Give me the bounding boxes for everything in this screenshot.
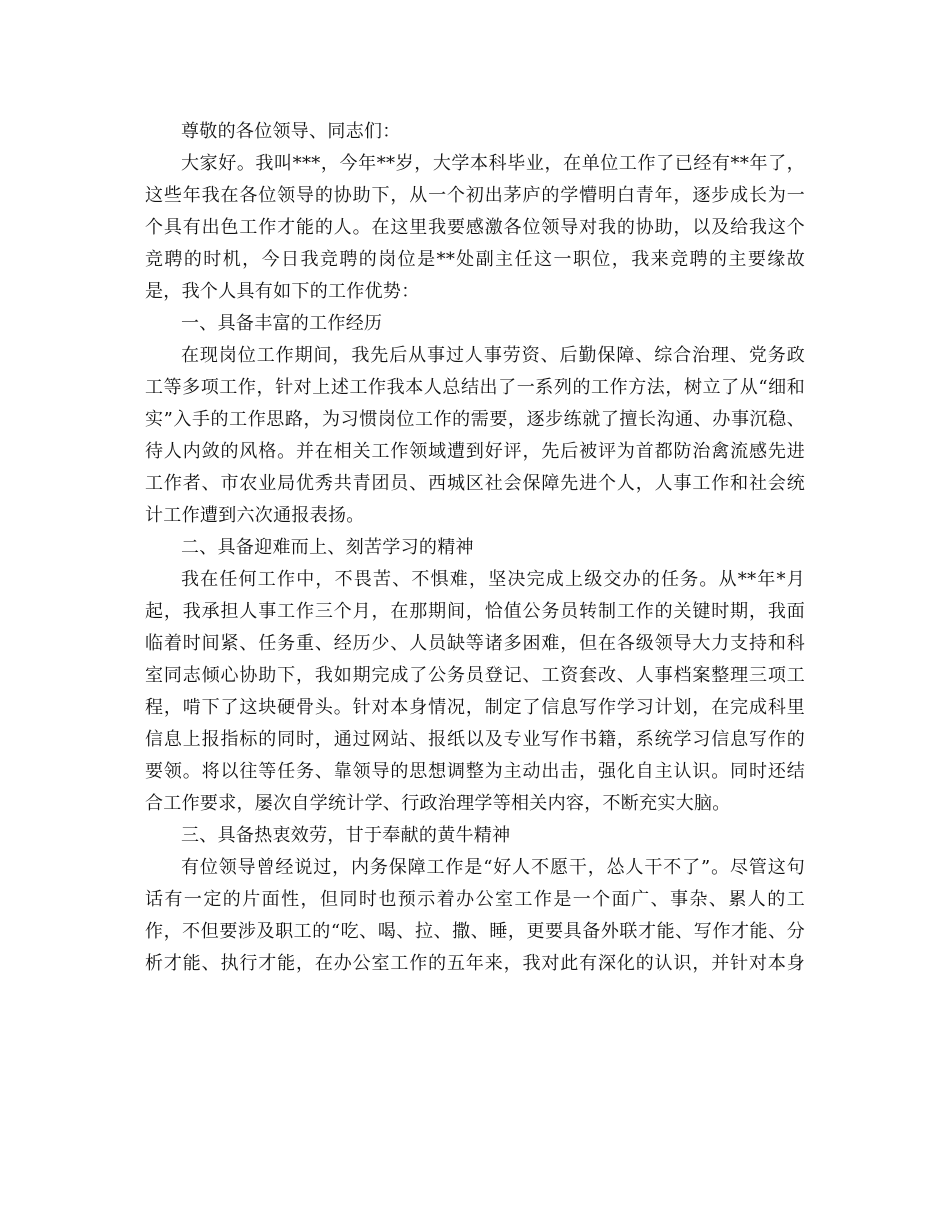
text-line: 析才能、执行才能，在办公室工作的五年来，我对此有深化的认识，并针对本身 [145,953,805,974]
text-line: 要领。将以往等任务、靠领导的思想调整为主动出击，强化自主认识。同时还结 [145,761,805,782]
document-body [145,116,805,980]
text-line: 有位领导曾经说过，内务保障工作是“好人不愿干，怂人干不了”。尽管这句 [181,857,805,878]
text-line: 三、具备热衷效劳，甘于奉献的黄牛精神 [181,825,511,846]
text-line: 个具有出色工作才能的人。在这里我要感激各位领导对我的协助，以及给我这个 [145,217,805,238]
text-line: 室同志倾心协助下，我如期完成了公务员登记、工资套改、人事档案整理三项工 [145,665,805,686]
text-line: 这些年我在各位领导的协助下，从一个初出茅庐的学懵明白青年，逐步成长为一 [145,185,805,206]
text-line: 待人内敛的风格。并在相关工作领域遭到好评，先后被评为首都防治禽流感先进 [145,441,805,462]
text-line: 工等多项工作，针对上述工作我本人总结出了一系列的工作方法，树立了从“细和 [145,377,805,398]
text-line: 话有一定的片面性，但同时也预示着办公室工作是一个面广、事杂、累人的工 [145,889,805,910]
text-line: 尊敬的各位领导、同志们： [181,121,401,142]
text-line: 一、具备丰富的工作经历 [181,313,383,334]
text-line: 信息上报指标的同时，通过网站、报纸以及专业写作书籍，系统学习信息写作的 [145,729,805,750]
text-line: 合工作要求，屡次自学统计学、行政治理学等相关内容，不断充实大脑。 [145,793,731,814]
text-line: 起，我承担人事工作三个月，在那期间，恰值公务员转制工作的关键时期，我面 [145,601,805,622]
text-line: 在现岗位工作期间，我先后从事过人事劳资、后勤保障、综合治理、党务政 [181,345,805,366]
text-line: 工作者、市农业局优秀共青团员、西城区社会保障先进个人，人事工作和社会统 [145,473,805,494]
text-line: 实”入手的工作思路，为习惯岗位工作的需要，逐步练就了擅长沟通、办事沉稳、 [145,409,805,430]
text-line: 临着时间紧、任务重、经历少、人员缺等诸多困难，但在各级领导大力支持和科 [145,633,805,654]
text-line: 大家好。我叫***，今年**岁，大学本科毕业，在单位工作了已经有**年了， [181,153,805,174]
text-line: 二、具备迎难而上、刻苦学习的精神 [181,537,474,558]
text-line: 作，不但要涉及职工的“吃、喝、拉、撒、睡，更要具备外联才能、写作才能、分 [145,921,805,942]
text-line: 计工作遭到六次通报表扬。 [145,505,365,526]
text-line: 我在任何工作中，不畏苦、不惧难，坚决完成上级交办的任务。从**年*月 [181,569,805,590]
text-line: 竞聘的时机，今日我竞聘的岗位是**处副主任这一职位，我来竞聘的主要缘故 [145,249,805,270]
text-line: 是，我个人具有如下的工作优势： [145,281,420,302]
text-line: 程，啃下了这块硬骨头。针对本身情况，制定了信息写作学习计划，在完成科里 [145,697,805,718]
